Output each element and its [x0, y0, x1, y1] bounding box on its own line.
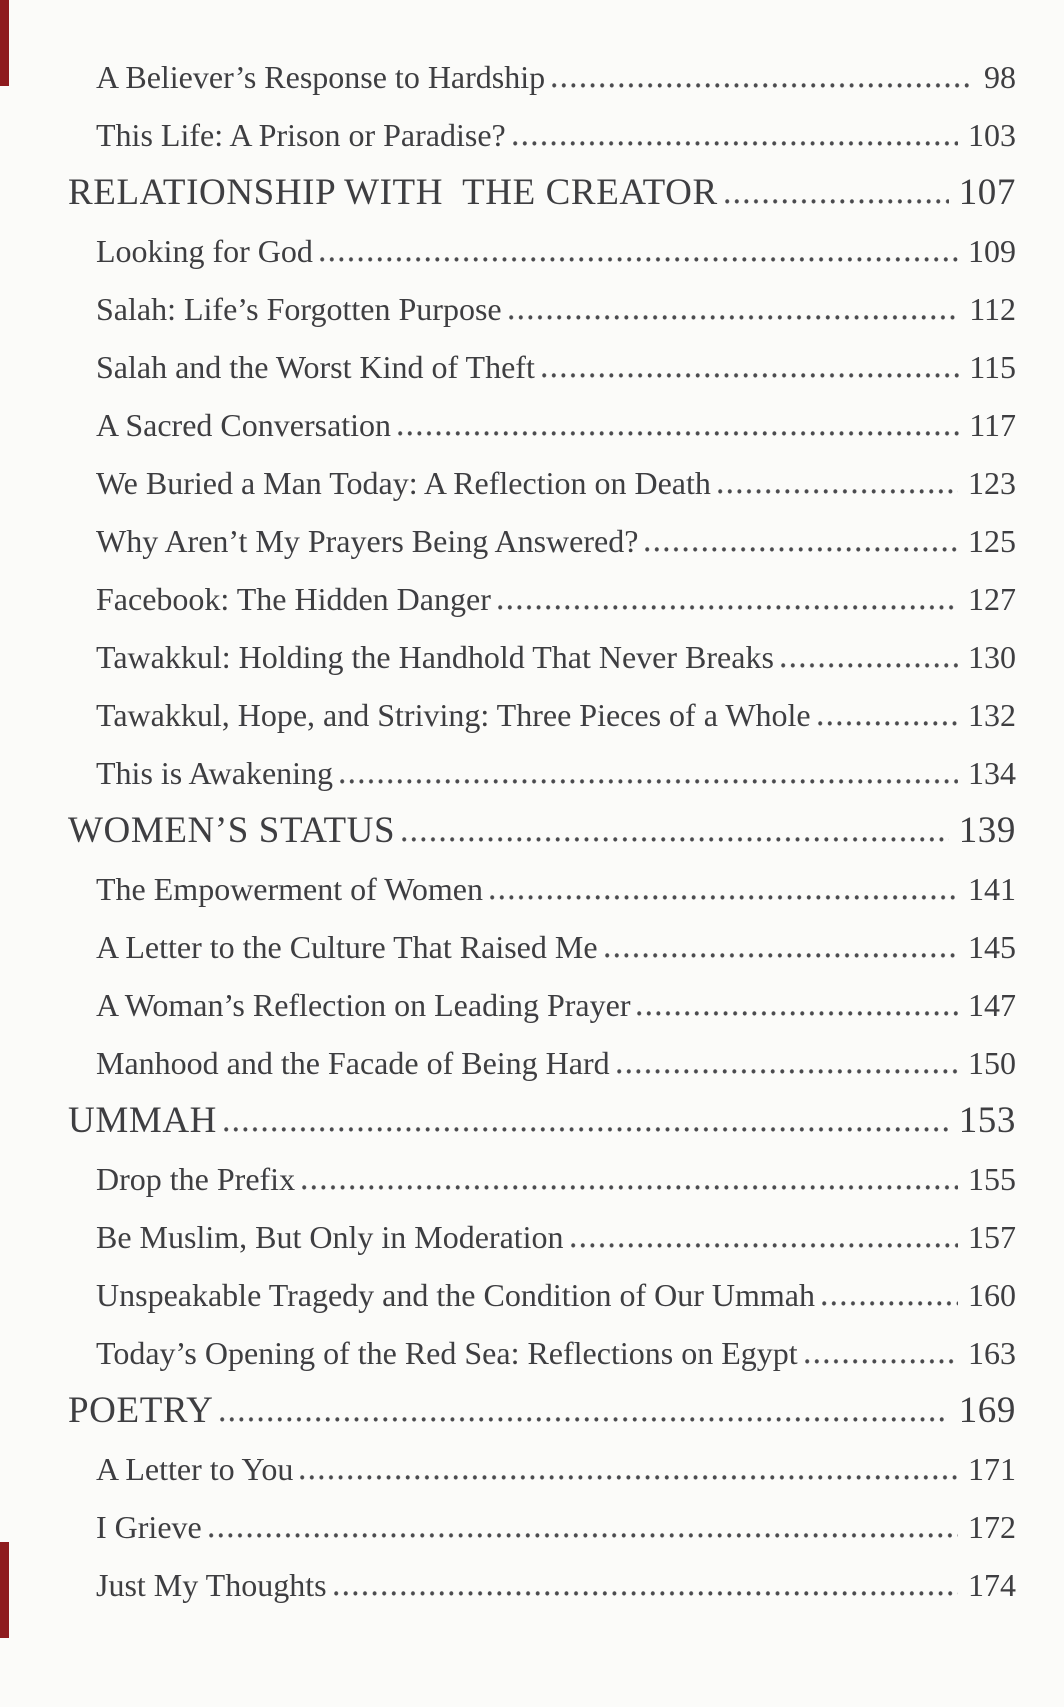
toc-page-number: 153 [958, 1100, 1016, 1141]
dot-leader [605, 949, 958, 958]
toc-title: Just My Thoughts [96, 1567, 327, 1603]
toc-page-number: 145 [968, 929, 1016, 965]
toc-entry [0, 396, 1064, 454]
toc-entry [0, 338, 1064, 396]
dot-leader [725, 195, 949, 204]
toc-title: This Life: A Prison or Paradise? [96, 117, 506, 153]
toc-page-number: 134 [968, 755, 1016, 791]
dot-leader [398, 427, 959, 436]
toc-entry [0, 1034, 1064, 1092]
toc-entry [0, 918, 1064, 976]
dot-leader [490, 891, 958, 900]
toc-page-number: 169 [958, 1390, 1016, 1431]
toc-page-number: 98 [984, 59, 1016, 95]
toc-page-number: 109 [968, 233, 1016, 269]
toc-title: We Buried a Man Today: A Reflection on Death [96, 465, 711, 501]
toc-entry [0, 1266, 1064, 1324]
dot-leader [340, 775, 958, 784]
dot-leader [320, 253, 958, 262]
dot-leader [617, 1065, 958, 1074]
toc-title: Facebook: The Hidden Danger [96, 581, 491, 617]
dot-leader [300, 1471, 958, 1480]
dot-leader [781, 659, 958, 668]
table-of-contents [0, 48, 1064, 1614]
dot-leader [220, 1413, 948, 1422]
toc-entry [0, 1208, 1064, 1266]
dot-leader [402, 833, 949, 842]
toc-page-number: 115 [969, 349, 1016, 385]
toc-entry [0, 860, 1064, 918]
toc-page-number: 155 [968, 1161, 1016, 1197]
dot-leader [542, 369, 959, 378]
toc-title: A Woman’s Reflection on Leading Prayer [96, 987, 631, 1023]
toc-title: Today’s Opening of the Red Sea: Reflections on Egypt [96, 1335, 798, 1371]
toc-page-number: 132 [968, 697, 1016, 733]
toc-page-number: 141 [968, 871, 1016, 907]
toc-page-number: 171 [968, 1451, 1016, 1487]
toc-page-number: 103 [968, 117, 1016, 153]
toc-entry [0, 1324, 1064, 1382]
toc-page-number: 163 [968, 1335, 1016, 1371]
toc-title: The Empowerment of Women [96, 871, 483, 907]
toc-title: Unspeakable Tragedy and the Condition of Our Ummah [96, 1277, 815, 1313]
toc-entry [0, 1498, 1064, 1556]
toc-title: WOMEN’S STATUS [68, 810, 396, 851]
toc-section-header [0, 1092, 1064, 1150]
toc-page-number: 147 [968, 987, 1016, 1023]
toc-entry [0, 744, 1064, 802]
dot-leader [334, 1587, 958, 1596]
toc-title: Be Muslim, But Only in Moderation [96, 1219, 564, 1255]
dot-leader [718, 485, 958, 494]
toc-title: Salah: Life’s Forgotten Purpose [96, 291, 502, 327]
toc-title: I Grieve [96, 1509, 202, 1545]
toc-page-number: 112 [969, 291, 1016, 327]
toc-entry [0, 1556, 1064, 1614]
toc-page-number: 139 [958, 810, 1016, 851]
toc-title: A Believer’s Response to Hardship [96, 59, 546, 95]
dot-leader [513, 137, 958, 146]
toc-page-number: 127 [968, 581, 1016, 617]
toc-entry [0, 48, 1064, 106]
toc-page-number: 107 [958, 172, 1016, 213]
toc-entry [0, 280, 1064, 338]
dot-leader [498, 601, 958, 610]
toc-title: POETRY [68, 1390, 214, 1431]
dot-leader [209, 1529, 958, 1538]
dot-leader [224, 1123, 949, 1132]
toc-page-number: 160 [968, 1277, 1016, 1313]
toc-section-header [0, 802, 1064, 860]
dot-leader [509, 311, 960, 320]
toc-entry [0, 222, 1064, 280]
toc-title: Salah and the Worst Kind of Theft [96, 349, 535, 385]
toc-entry [0, 106, 1064, 164]
dot-leader [302, 1181, 958, 1190]
toc-section-header [0, 164, 1064, 222]
toc-entry [0, 686, 1064, 744]
toc-title: RELATIONSHIP WITH THE CREATOR [68, 172, 718, 213]
toc-title: A Letter to You [96, 1451, 294, 1487]
toc-entry [0, 1150, 1064, 1208]
toc-page-number: 150 [968, 1045, 1016, 1081]
toc-entry [0, 628, 1064, 686]
toc-page-number: 174 [968, 1567, 1016, 1603]
dot-leader [645, 543, 958, 552]
toc-section-header [0, 1382, 1064, 1440]
toc-title: A Letter to the Culture That Raised Me [96, 929, 598, 965]
dot-leader [571, 1239, 958, 1248]
toc-title: Tawakkul: Holding the Handhold That Never Breaks [96, 639, 774, 675]
toc-title: A Sacred Conversation [96, 407, 392, 443]
toc-title: Tawakkul, Hope, and Striving: Three Pieces of a Whole [96, 697, 811, 733]
toc-title: Why Aren’t My Prayers Being Answered? [96, 523, 639, 559]
toc-title: Manhood and the Facade of Being Hard [96, 1045, 610, 1081]
toc-page-number: 157 [968, 1219, 1016, 1255]
toc-page-number: 172 [968, 1509, 1016, 1545]
dot-leader [822, 1297, 958, 1306]
toc-page-number: 117 [969, 407, 1016, 443]
toc-title: This is Awakening [96, 755, 334, 791]
toc-entry [0, 454, 1064, 512]
toc-page-number: 130 [968, 639, 1016, 675]
toc-entry [0, 976, 1064, 1034]
toc-entry [0, 570, 1064, 628]
toc-page-number: 125 [968, 523, 1016, 559]
toc-page-number: 123 [968, 465, 1016, 501]
toc-title: Looking for God [96, 233, 313, 269]
dot-leader [805, 1355, 958, 1364]
toc-entry [0, 512, 1064, 570]
toc-entry [0, 1440, 1064, 1498]
dot-leader [552, 79, 974, 88]
dot-leader [818, 717, 958, 726]
toc-title: Drop the Prefix [96, 1161, 296, 1197]
red-edge-mark-bottom [0, 1542, 9, 1638]
dot-leader [637, 1007, 958, 1016]
toc-title: UMMAH [68, 1100, 217, 1141]
